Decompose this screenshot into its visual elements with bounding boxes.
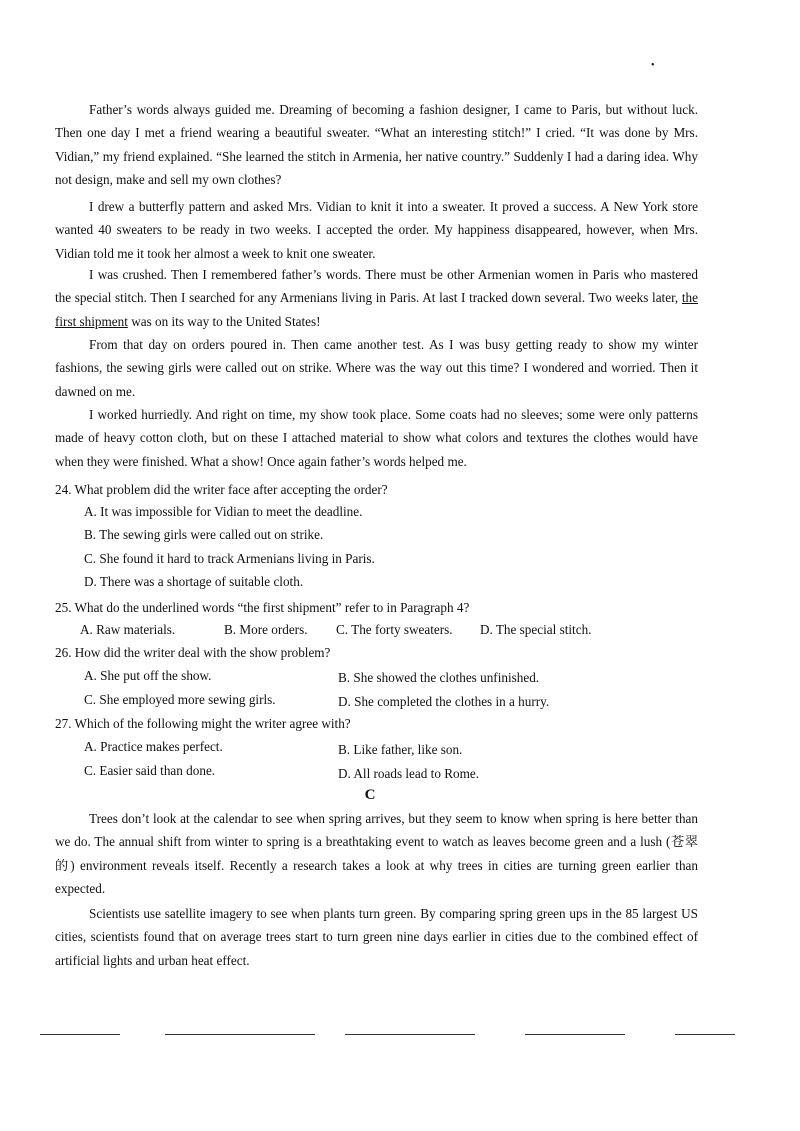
question-27-option-d: D. All roads lead to Rome. bbox=[338, 766, 480, 781]
question-25-stem: 25. What do the underlined words “the first shipment” refer to in Paragraph 4? bbox=[55, 600, 470, 615]
question-26-option-d: D. She completed the clothes in a hurry. bbox=[338, 694, 550, 709]
question-25-option-d: D. The special stitch. bbox=[480, 622, 592, 637]
question-27-stem: 27. Which of the following might the writer agree with? bbox=[55, 716, 351, 731]
paragraph-3-text-before: I was crushed. Then I remembered father’s words. There must be other Armenian women in Paris who mastered the special stitch. Then I searched for any Armenians living in Paris. At last I tracked down several. Two weeks later, bbox=[55, 267, 698, 306]
passage-paragraph-5: I worked hurriedly. And right on time, my show took place. Some coats had no sleeves; some were only patterns made of heavy cotton cloth, but on these I attached material to show what colors and textures the clothes would have when they were finished. What a show! Once again father’s words helped me. bbox=[55, 407, 698, 469]
underlined-phrase: the first shipment bbox=[55, 290, 698, 329]
question-25-option-c: C. The forty sweaters. bbox=[336, 622, 453, 637]
question-27-option-b: B. Like father, like son. bbox=[338, 742, 463, 757]
question-24-stem: 24. What problem did the writer face after accepting the order? bbox=[55, 482, 388, 497]
question-27-option-c: C. Easier said than done. bbox=[84, 763, 216, 778]
question-27-option-a: A. Practice makes perfect. bbox=[84, 739, 223, 754]
scan-mark: • bbox=[651, 60, 655, 71]
question-24-option-d: D. There was a shortage of suitable cloth. bbox=[84, 574, 304, 589]
bottom-rule bbox=[675, 1034, 735, 1035]
question-26-option-c: C. She employed more sewing girls. bbox=[84, 692, 276, 707]
bottom-rule bbox=[40, 1034, 120, 1035]
question-26-option-b: B. She showed the clothes unfinished. bbox=[338, 670, 540, 685]
section-c-paragraph-2: Scientists use satellite imagery to see when plants turn green. By comparing spring green ups in the 85 largest US cities, scientists found that on average trees start to turn green nine days earlier in cities due to the combined effect of artificial lights and urban heat effect. bbox=[55, 906, 698, 968]
passage-paragraph-1: Father’s words always guided me. Dreaming of becoming a fashion designer, I came to Paris, but without luck. Then one day I met a friend wearing a beautiful sweater. “What an interesting stitch!” I cried. “It was done by Mrs. Vidian,” my friend explained. “She learned the stitch in Armenia, her native country.” Suddenly I had a daring idea. Why not design, make and sell my own clothes? bbox=[55, 102, 698, 187]
question-26-stem: 26. How did the writer deal with the show problem? bbox=[55, 645, 331, 660]
question-24-option-c: C. She found it hard to track Armenians living in Paris. bbox=[84, 551, 375, 566]
question-24-option-b: B. The sewing girls were called out on strike. bbox=[84, 527, 324, 542]
question-26-option-a: A. She put off the show. bbox=[84, 668, 212, 683]
passage-paragraph-2: I drew a butterfly pattern and asked Mrs. Vidian to knit it into a sweater. It proved a success. A New York store wanted 40 sweaters to be ready in two weeks. I accepted the order. My happiness disappeared, however, when Mrs. Vidian told me it took her almost a week to knit one sweater. bbox=[55, 199, 698, 261]
bottom-rule bbox=[525, 1034, 625, 1035]
section-c-paragraph-1: Trees don’t look at the calendar to see when spring arrives, but they seem to know when spring is here better than we do. The annual shift from winter to spring is a breathtaking event to watch as leaves become green and a lush (苍翠的) environment reveals itself. Recently a research takes a look at why trees in cities are turning green earlier than expected. bbox=[55, 811, 698, 896]
passage-paragraph-3 bbox=[55, 263, 698, 333]
section-heading: C bbox=[364, 787, 376, 803]
question-25-option-a: A. Raw materials. bbox=[80, 622, 176, 637]
bottom-rule bbox=[345, 1034, 475, 1035]
bottom-rule bbox=[165, 1034, 315, 1035]
paragraph-3-text-after: was on its way to the United States! bbox=[127, 313, 321, 329]
question-25-option-b: B. More orders. bbox=[224, 622, 308, 637]
question-24-option-a: A. It was impossible for Vidian to meet the deadline. bbox=[84, 504, 363, 519]
passage-paragraph-4: From that day on orders poured in. Then came another test. As I was busy getting ready to show my winter fashions, the sewing girls were called out on strike. Where was the way out this time? I wondered and worried. Then it dawned on me. bbox=[55, 337, 698, 399]
